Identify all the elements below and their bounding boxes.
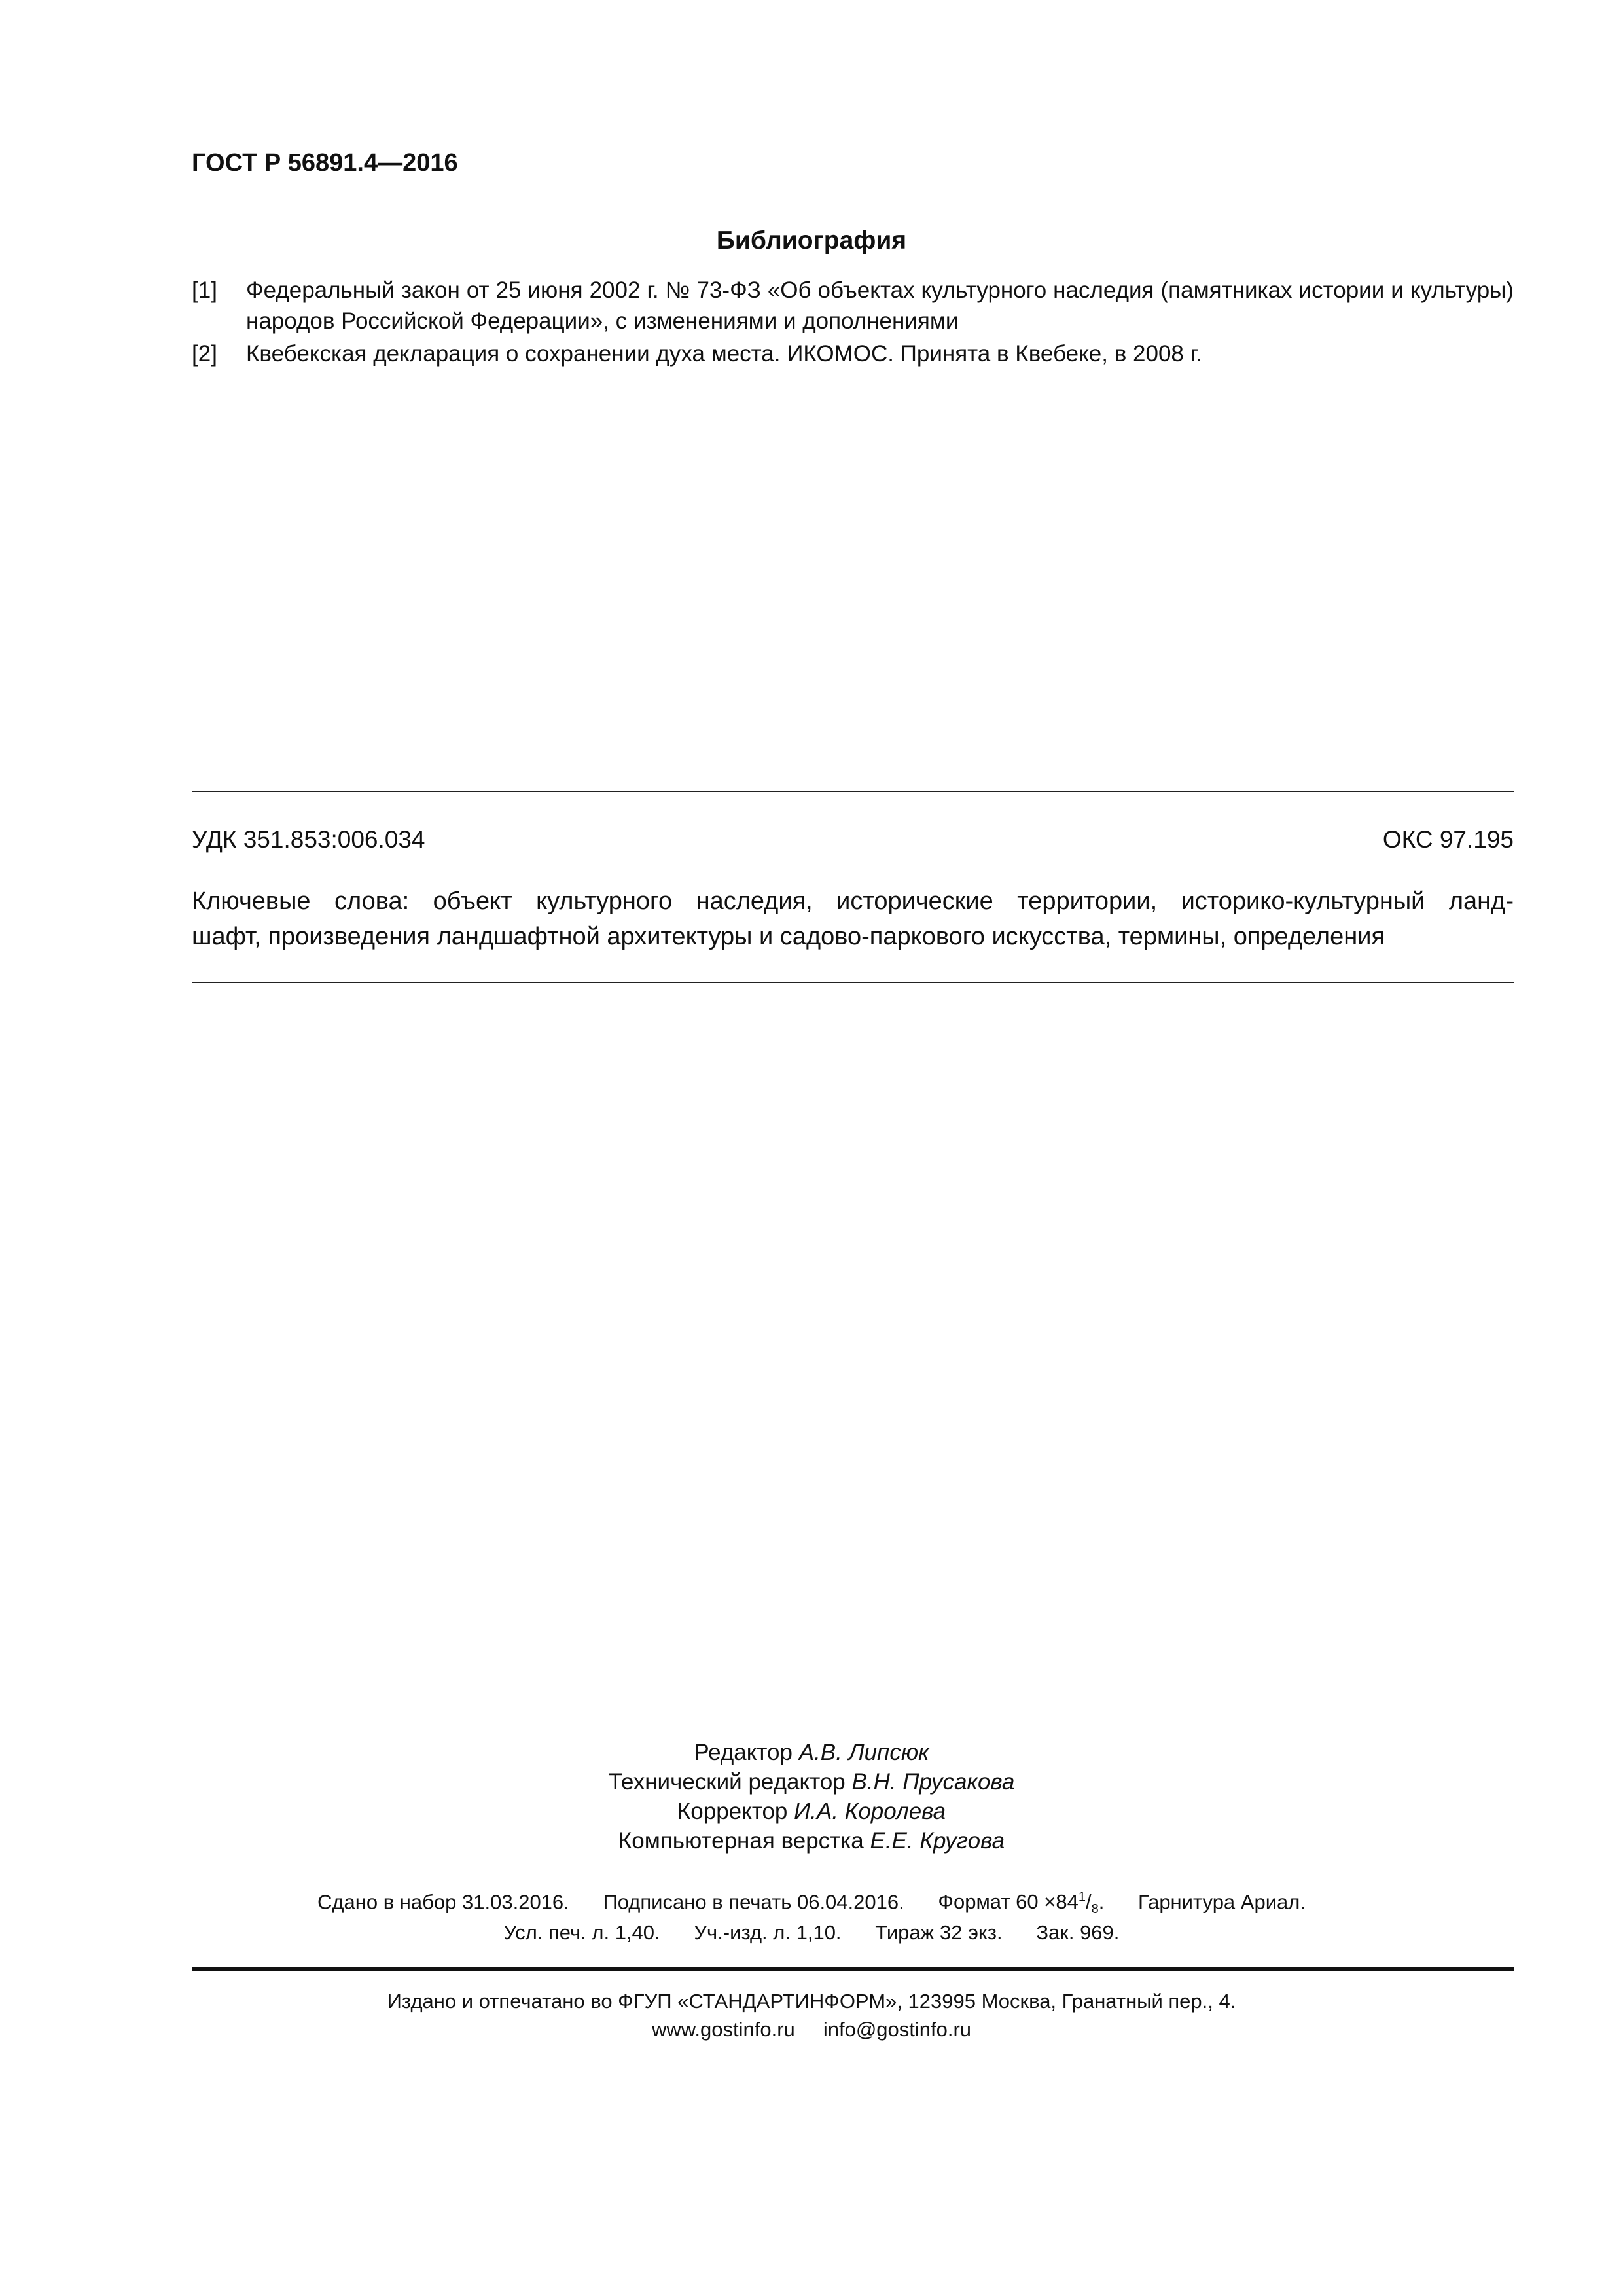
- staff-name: В.Н. Прусакова: [851, 1769, 1015, 1795]
- divider: [192, 791, 1514, 792]
- staff-role: Технический редактор: [608, 1769, 846, 1795]
- circulation: Тираж 32 экз.: [875, 1921, 1003, 1944]
- website-link[interactable]: www.gostinfo.ru: [651, 2018, 795, 2041]
- order-number: Зак. 969.: [1036, 1921, 1120, 1944]
- bibliography-title: Библиография: [716, 226, 907, 255]
- udk-code: УДК 351.853:006.034: [192, 826, 425, 853]
- bibliography-item-number: [2]: [192, 341, 217, 367]
- paper-format: Формат $60 \times 84^1/_8$.: [938, 1890, 1105, 1917]
- signed-date: Подписано в печать 06.04.2016.: [603, 1890, 904, 1914]
- publisher-info: Издано и отпечатано во ФГУП «СТАНДАРТИНФОРМ», 123995 Москва, Гранатный пер., 4.: [387, 1990, 1236, 2013]
- staff-line: [0, 1740, 1623, 1766]
- print-sheets: Усл. печ. л. 1,40.: [503, 1921, 660, 1944]
- standard-code: ГОСТ Р 56891.4—2016: [192, 149, 458, 177]
- bibliography-item-number: [1]: [192, 278, 217, 303]
- staff-name: Е.Е. Кругова: [870, 1828, 1005, 1854]
- staff-role: Редактор: [694, 1740, 793, 1765]
- oks-code: ОКС 97.195: [1382, 826, 1514, 853]
- typeface: Гарнитура Ариал.: [1138, 1890, 1306, 1914]
- publisher-contacts: [0, 2018, 1623, 2041]
- print-info-line: [0, 1921, 1623, 1945]
- keywords-line: шафт, произведения ландшафтной архитектуры и садово-паркового искусства, термины, определения: [192, 923, 1385, 950]
- format-fraction-denominator: 8: [1091, 1902, 1099, 1917]
- bibliography-item-text: Федеральный закон от 25 июня 2002 г. № 73-ФЗ «Об объектах культурного наследия (памятниках истории и культуры) народов Российской Федерации», с изменениями и дополнениями: [246, 278, 1514, 334]
- submitted-date: Сдано в набор 31.03.2016.: [317, 1890, 569, 1914]
- keywords-line: Ключевые слова: объект культурного наследия, исторические территории, историко-культурный ланд-: [192, 888, 1514, 915]
- paper-format-suffix: .: [1098, 1890, 1105, 1914]
- email-link[interactable]: info@gostinfo.ru: [823, 2018, 972, 2041]
- bibliography-item-text: Квебекская декларация о сохранении духа места. ИКОМОС. Принята в Квебеке, в 2008 г.: [246, 341, 1202, 367]
- staff-name: И.А. Королева: [794, 1799, 946, 1824]
- bibliography-item: [192, 275, 1514, 336]
- paper-format-prefix: Формат 60 ×84: [938, 1890, 1079, 1914]
- staff-name: А.В. Липсюк: [798, 1740, 929, 1765]
- keywords: [192, 884, 1514, 954]
- staff-line: [0, 1799, 1623, 1825]
- staff-line: [0, 1828, 1623, 1854]
- staff-role: Компьютерная верстка: [618, 1828, 864, 1854]
- staff-role: Корректор: [677, 1799, 788, 1824]
- divider: [192, 1967, 1514, 1971]
- bibliography-item: [192, 338, 1514, 369]
- format-fraction-numerator: 1: [1078, 1890, 1086, 1905]
- divider: [192, 982, 1514, 983]
- print-info-line: [0, 1890, 1623, 1918]
- publishing-sheets: Уч.-изд. л. 1,10.: [694, 1921, 842, 1944]
- staff-line: [0, 1769, 1623, 1795]
